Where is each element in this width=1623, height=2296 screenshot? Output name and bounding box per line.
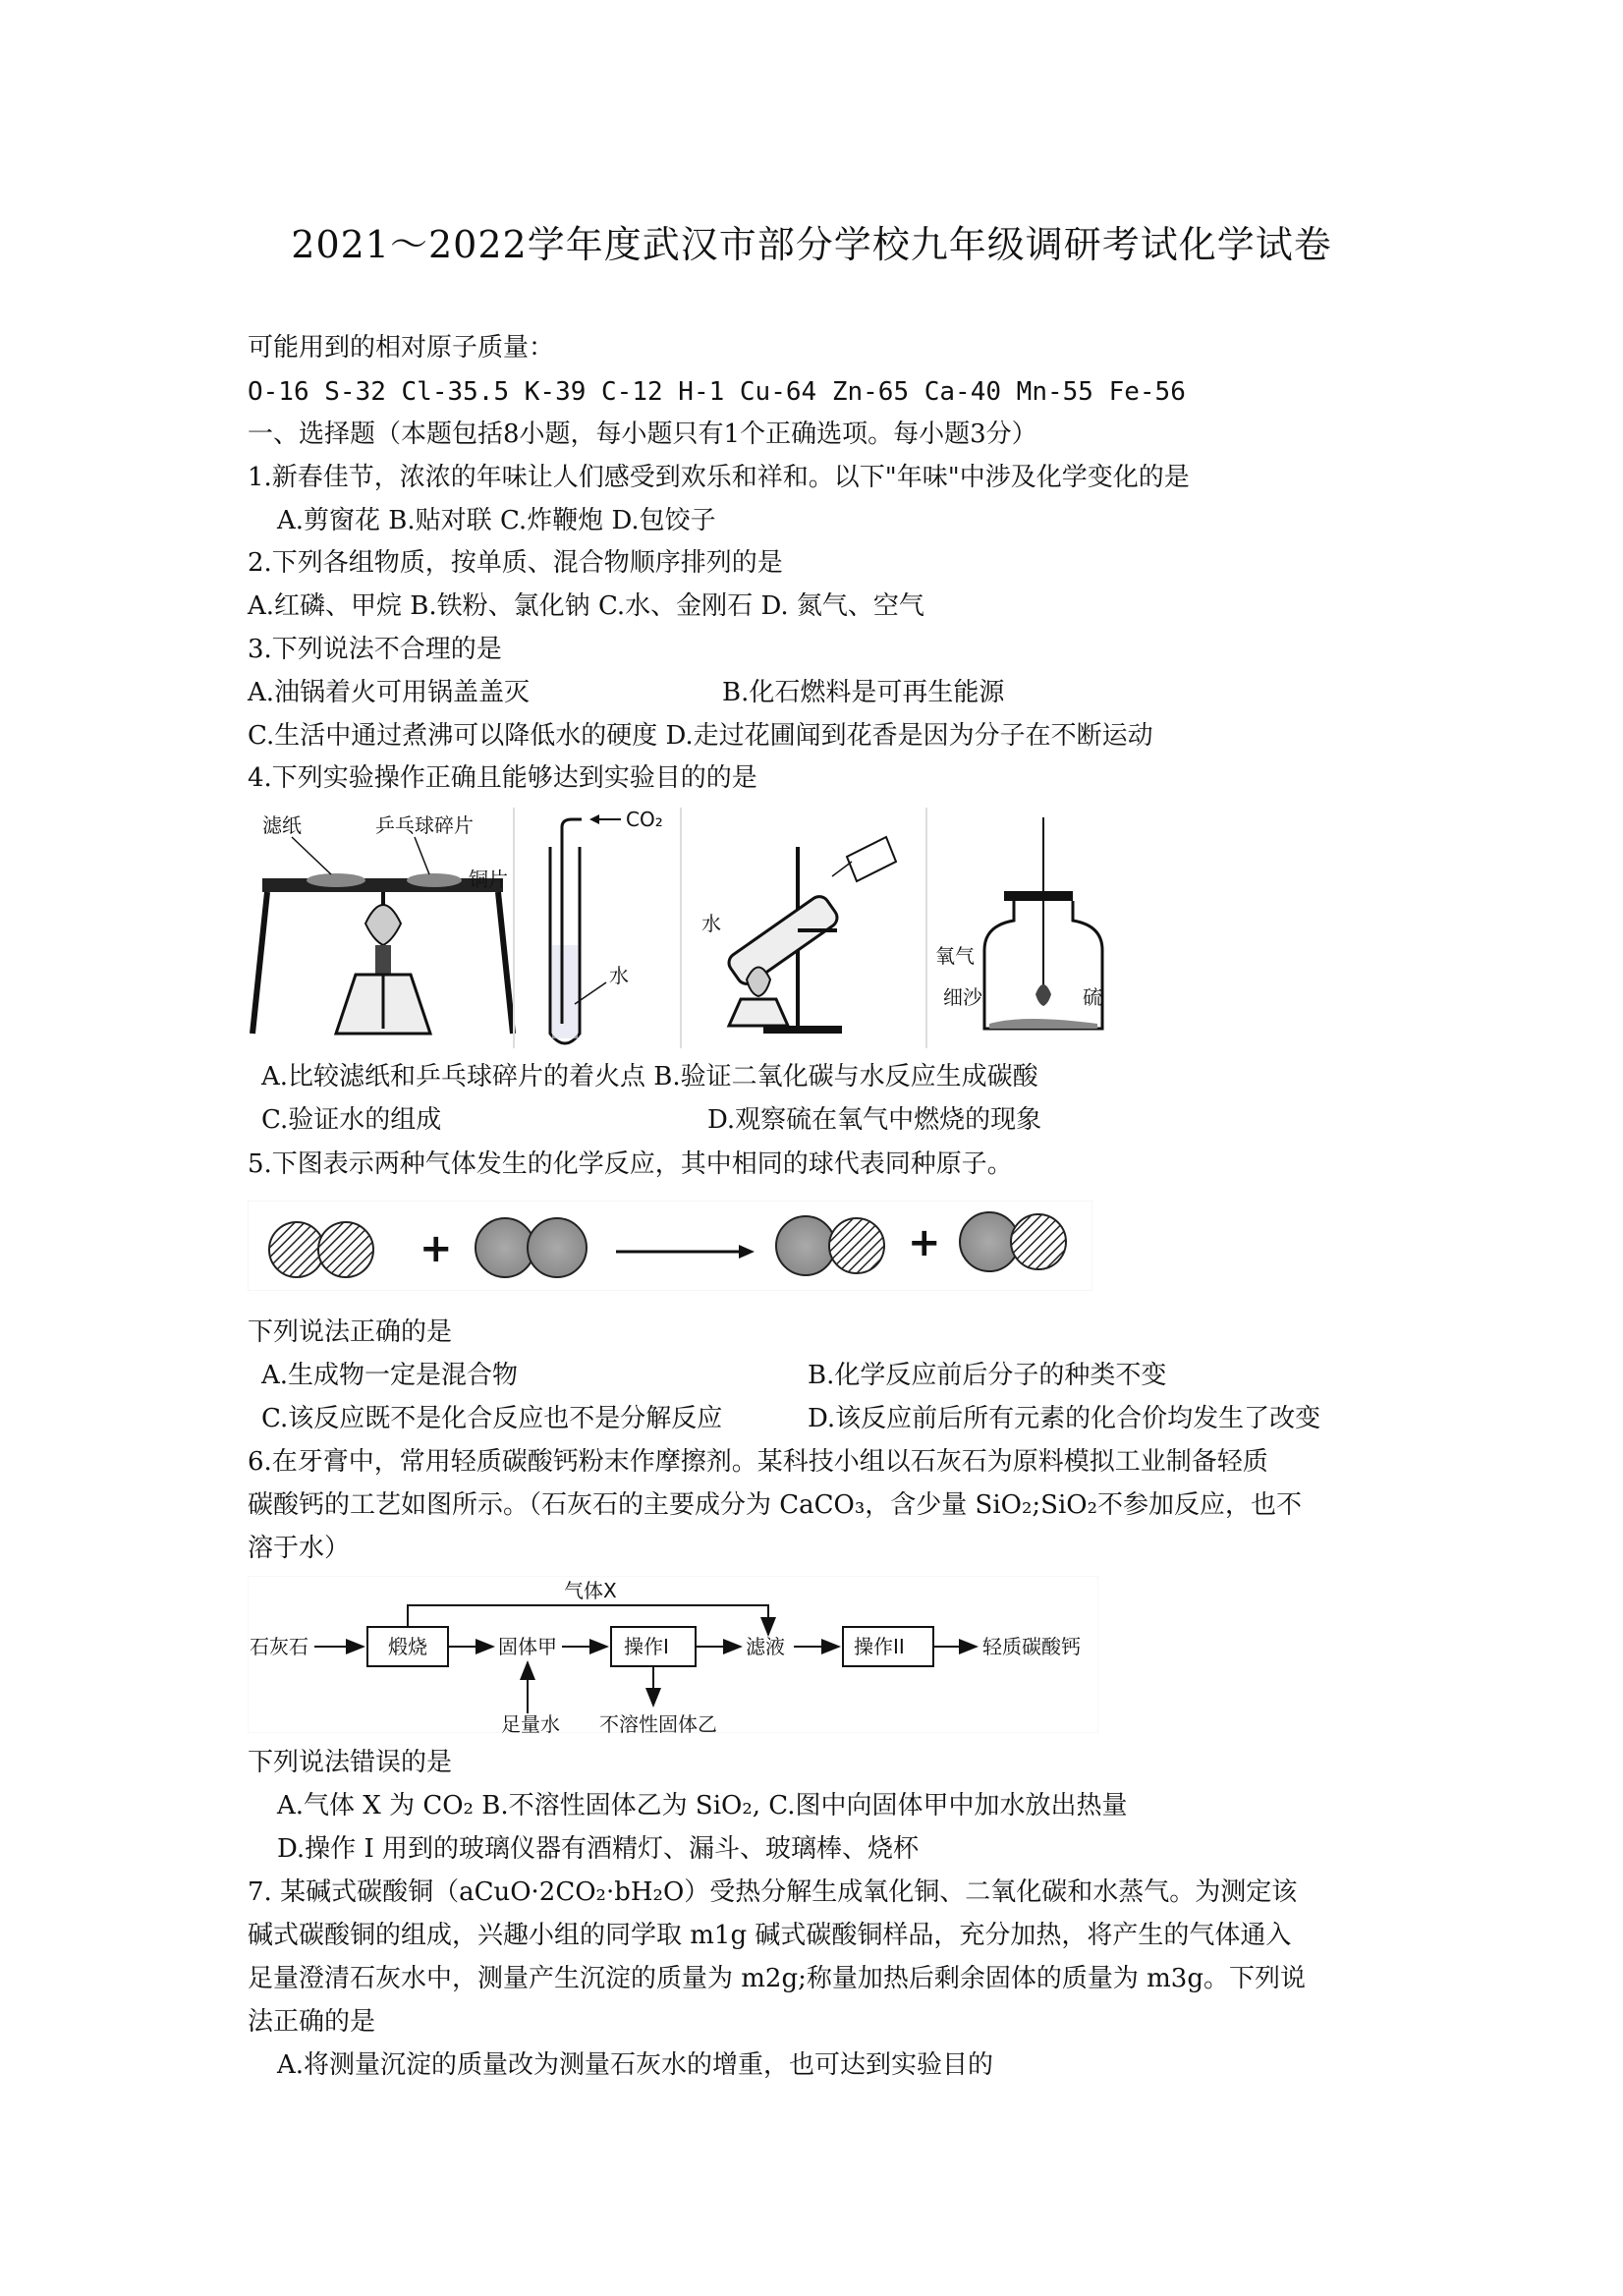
question-5-reaction-diagram [248, 1201, 1092, 1291]
flow-solid-a: 固体甲 [498, 1635, 557, 1658]
question-7-option-a: A.将测量沉淀的质量改为测量石灰水的增重，也可达到实验目的 [277, 2050, 994, 2080]
reactant-molecule-2 [476, 1218, 587, 1277]
question-6-options-abc: A.气体 X 为 CO₂ B.不溶性固体乙为 SiO₂, C.图中向固体甲中加水放出热量 [277, 1791, 1128, 1820]
label-co2: CO₂ [626, 808, 663, 831]
question-4-option-c: C.验证水的组成 [261, 1105, 442, 1135]
label-pingpong: 乒乓球碎片 [375, 813, 474, 837]
flow-limestone: 石灰石 [250, 1635, 308, 1658]
label-sand: 细沙 [943, 985, 982, 1009]
flow-gas-x: 气体X [564, 1579, 617, 1602]
flow-operation-2: 操作II [854, 1635, 905, 1658]
flow-water: 足量水 [501, 1712, 560, 1733]
question-7-stem-line-4: 法正确的是 [248, 2007, 376, 2037]
label-water-b: 水 [609, 964, 629, 987]
plus-sign-2: + [908, 1220, 941, 1265]
reaction-arrow [616, 1245, 755, 1259]
question-5-option-d: D.该反应前后所有元素的化合价均发生了改变 [808, 1404, 1321, 1433]
exam-title: 2021～2022学年度武汉市部分学校九年级调研考试化学试卷 [291, 223, 1332, 266]
question-5-option-a: A.生成物一定是混合物 [261, 1361, 519, 1390]
label-filter-paper: 滤纸 [262, 813, 302, 837]
question-4-option-d: D.观察硫在氧气中燃烧的现象 [707, 1105, 1042, 1135]
question-5-option-c: C.该反应既不是化合反应也不是分解反应 [261, 1404, 723, 1433]
question-5-prompt: 下列说法正确的是 [248, 1317, 453, 1347]
question-6-option-d: D.操作 I 用到的玻璃仪器有酒精灯、漏斗、玻璃棒、烧杯 [277, 1834, 919, 1864]
question-3-option-b: B.化石燃料是可再生能源 [722, 678, 1005, 707]
figure-a-tripod [252, 813, 513, 1034]
question-3-option-a: A.油锅着火可用锅盖盖灭 [248, 678, 531, 707]
flow-filtrate: 滤液 [746, 1635, 785, 1658]
figure-b-test-tube [513, 808, 663, 1048]
atomic-masses-list: O-16 S-32 Cl-35.5 K-39 C-12 H-1 Cu-64 Zn-65 Ca-40 Mn-55 Fe-56 [248, 377, 1186, 407]
flow-operation-1: 操作I [624, 1635, 669, 1658]
question-5-stem: 5.下图表示两种气体发生的化学反应，其中相同的球代表同种原子。 [248, 1149, 1013, 1179]
question-7-stem-line-2: 碱式碳酸铜的组成，兴趣小组的同学取 m1g 碱式碳酸铜样品，充分加热，将产生的气体通入 [248, 1921, 1292, 1950]
question-1-options: A.剪窗花 B.贴对联 C.炸鞭炮 D.包饺子 [277, 506, 716, 535]
flow-calcine: 煅烧 [388, 1635, 427, 1658]
question-6-stem-line-1: 6.在牙膏中，常用轻质碳酸钙粉末作摩擦剂。某科技小组以石灰石为原料模拟工业制备轻质 [248, 1447, 1268, 1477]
question-7-stem-line-1: 7. 某碱式碳酸铜（aCuO·2CO₂·bH₂O）受热分解生成氧化铜、二氧化碳和水蒸气。为测定该 [248, 1877, 1298, 1907]
flow-product: 轻质碳酸钙 [982, 1635, 1081, 1658]
question-2-stem: 2.下列各组物质，按单质、混合物顺序排列的是 [248, 548, 783, 578]
plus-sign-1: + [420, 1226, 453, 1271]
label-water-c: 水 [701, 912, 721, 935]
question-3-stem: 3.下列说法不合理的是 [248, 635, 502, 664]
question-1-stem: 1.新春佳节，浓浓的年味让人们感受到欢乐和祥和。以下"年味"中涉及化学变化的是 [248, 463, 1190, 492]
product-molecule-1 [776, 1216, 884, 1275]
atomic-masses-label: 可能用到的相对原子质量： [248, 333, 555, 363]
reactant-molecule-1 [269, 1222, 373, 1277]
section-heading: 一、选择题（本题包括8小题，每小题只有1个正确选项。每小题3分） [248, 420, 1037, 449]
figure-c-apparatus [680, 808, 896, 1048]
question-4-stem: 4.下列实验操作正确且能够达到实验目的的是 [248, 763, 757, 793]
question-2-options: A.红磷、甲烷 B.铁粉、氯化钠 C.水、金刚石 D. 氮气、空气 [248, 591, 924, 621]
product-molecule-2 [960, 1212, 1066, 1271]
question-7-stem-line-3: 足量澄清石灰水中，测量产生沉淀的质量为 m2g;称量加热后剩余固体的质量为 m3g。下列说 [248, 1964, 1306, 1993]
flow-solid-b: 不溶性固体乙 [599, 1712, 717, 1733]
question-6-prompt: 下列说法错误的是 [248, 1748, 453, 1777]
question-4-figures [248, 808, 1122, 1053]
question-6-stem-line-2: 碳酸钙的工艺如图所示。（石灰石的主要成分为 CaCO₃，含少量 SiO₂;SiO₂不参加反应，也不 [248, 1490, 1303, 1520]
label-sulfur: 硫 [1083, 985, 1102, 1009]
label-copper: 铜片 [469, 868, 508, 891]
figure-d-gas-jar [925, 808, 1102, 1048]
question-5-option-b: B.化学反应前后分子的种类不变 [808, 1361, 1167, 1390]
question-4-options-ab: A.比较滤纸和乒乓球碎片的着火点 B.验证二氧化碳与水反应生成碳酸 [261, 1062, 1038, 1092]
question-6-stem-line-3: 溶于水） [248, 1534, 351, 1563]
question-3-options-cd: C.生活中通过煮沸可以降低水的硬度 D.走过花圃闻到花香是因为分子在不断运动 [248, 721, 1153, 751]
question-6-process-flowchart [248, 1576, 1098, 1733]
label-oxygen: 氧气 [935, 944, 975, 968]
